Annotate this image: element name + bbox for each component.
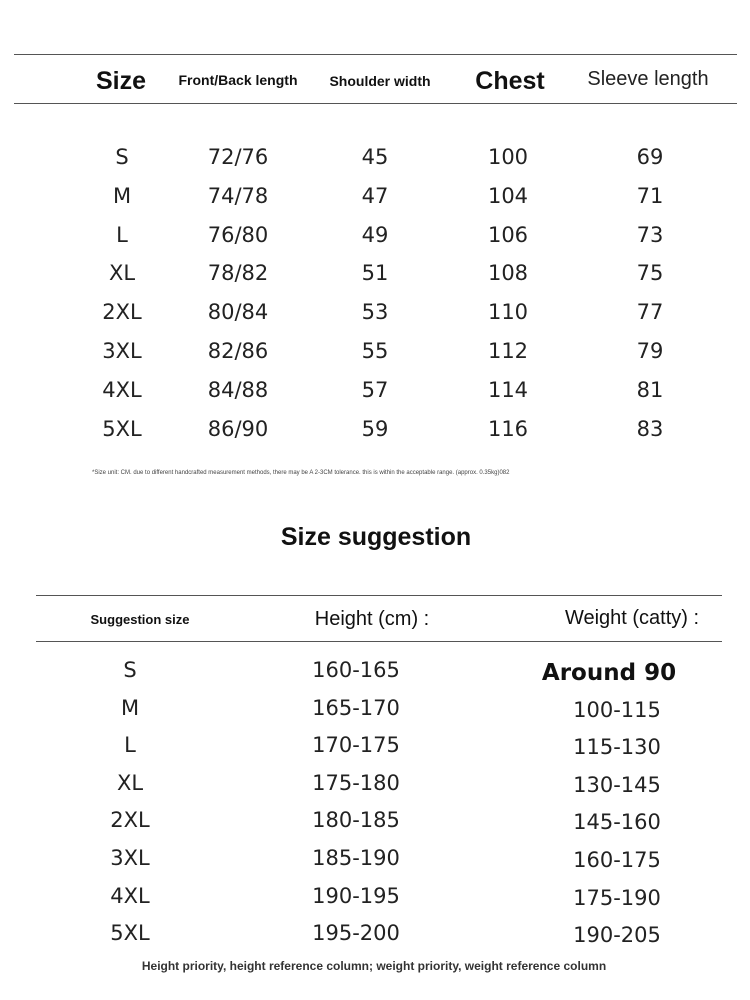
suggestion-cell-weight: 160-175 (573, 848, 661, 872)
size-cell-sleeve: 77 (636, 300, 664, 325)
suggestion-cell-size: 2XL (110, 808, 150, 833)
header-shoulder-width: Shoulder width (329, 73, 431, 89)
suggestion-cell-weight: 145-160 (573, 810, 661, 835)
size-cell-length: 82/86 (207, 339, 269, 363)
suggestion-cell-size: 5XL (110, 921, 150, 946)
suggestion-cell-height: 175-180 (312, 770, 400, 795)
suggestion-cell-weight: 190-205 (573, 923, 661, 948)
size-cell-size: 4XL (102, 377, 142, 402)
suggestion-cell-weight: 115-130 (573, 735, 661, 760)
size-table-header-rule (14, 103, 737, 104)
size-cell-length: 84/88 (207, 377, 269, 402)
suggestion-cell-size: XL (116, 770, 144, 795)
size-cell-size: XL (108, 261, 136, 286)
size-cell-shoulder: 53 (361, 300, 389, 325)
size-cell-shoulder: 49 (361, 222, 389, 247)
size-cell-size: 3XL (102, 339, 142, 363)
suggestion-cell-height: 195-200 (312, 921, 400, 946)
size-cell-sleeve: 81 (636, 377, 664, 402)
suggestion-cell-weight: 175-190 (573, 885, 661, 910)
suggestion-cell-height: 165-170 (312, 695, 400, 720)
suggestion-cell-size: L (124, 733, 136, 758)
size-cell-chest: 116 (487, 416, 529, 441)
size-cell-sleeve: 73 (636, 222, 664, 247)
size-cell-chest: 104 (487, 183, 529, 208)
suggestion-cell-size: 3XL (110, 846, 150, 870)
header-chest: Chest (475, 67, 545, 95)
size-cell-shoulder: 45 (361, 145, 389, 169)
size-cell-chest: 112 (487, 339, 529, 363)
suggestion-cell-height: 190-195 (312, 883, 400, 908)
size-cell-shoulder: 55 (361, 339, 389, 363)
size-cell-chest: 114 (487, 377, 529, 402)
size-cell-chest: 110 (487, 300, 529, 325)
size-cell-chest: 108 (487, 261, 529, 286)
size-cell-shoulder: 51 (361, 261, 389, 286)
size-cell-length: 74/78 (207, 183, 269, 208)
suggestion-table-header-rule (36, 641, 722, 642)
header-size: Size (95, 67, 147, 95)
header-weight: Weight (catty) : (564, 607, 700, 629)
suggestion-cell-weight: 130-145 (573, 772, 661, 797)
size-cell-chest: 100 (487, 145, 529, 169)
size-cell-length: 76/80 (207, 222, 269, 247)
size-cell-length: 78/82 (207, 261, 269, 286)
header-sleeve-length: Sleeve length (587, 68, 709, 90)
size-cell-sleeve: 83 (636, 416, 664, 441)
header-front-back-length: Front/Back length (178, 72, 298, 88)
size-cell-sleeve: 75 (636, 261, 664, 286)
size-cell-size: 5XL (102, 416, 142, 441)
size-cell-shoulder: 47 (361, 183, 389, 208)
size-table-top-rule (14, 54, 737, 55)
header-suggestion-size: Suggestion size (90, 612, 190, 627)
size-cell-size: 2XL (102, 300, 142, 325)
size-cell-length: 86/90 (207, 416, 269, 441)
size-cell-chest: 106 (487, 222, 529, 247)
suggestion-cell-weight: 100-115 (573, 697, 661, 722)
size-cell-sleeve: 79 (636, 339, 664, 363)
size-cell-sleeve: 69 (636, 145, 664, 169)
size-tolerance-note: *Size unit: CM. due to different handcrafted measurement methods, there may be A 2-3CM tolerance. this is within the acceptable range. (approx. 0.35kg)082 (92, 470, 510, 476)
suggestion-table-top-rule (36, 595, 722, 596)
suggestion-cell-weight: Around 90 (541, 660, 677, 686)
suggestion-cell-height: 160-165 (312, 658, 400, 682)
suggestion-cell-height: 185-190 (312, 846, 400, 870)
suggestion-cell-size: 4XL (110, 883, 150, 908)
size-suggestion-title: Size suggestion (280, 523, 472, 551)
size-cell-shoulder: 59 (361, 416, 389, 441)
size-cell-size: L (116, 222, 128, 247)
size-cell-length: 72/76 (207, 145, 269, 169)
suggestion-footer-note: Height priority, height reference column; weight priority, weight reference column (141, 959, 607, 973)
size-cell-size: M (112, 183, 132, 208)
suggestion-cell-height: 170-175 (312, 733, 400, 758)
size-cell-length: 80/84 (207, 300, 269, 325)
suggestion-cell-size: S (123, 658, 137, 682)
size-cell-size: S (115, 145, 129, 169)
size-cell-shoulder: 57 (361, 377, 389, 402)
header-height: Height (cm) : (314, 608, 430, 630)
size-cell-sleeve: 71 (636, 183, 664, 208)
suggestion-cell-size: M (120, 695, 140, 720)
suggestion-cell-height: 180-185 (312, 808, 400, 833)
